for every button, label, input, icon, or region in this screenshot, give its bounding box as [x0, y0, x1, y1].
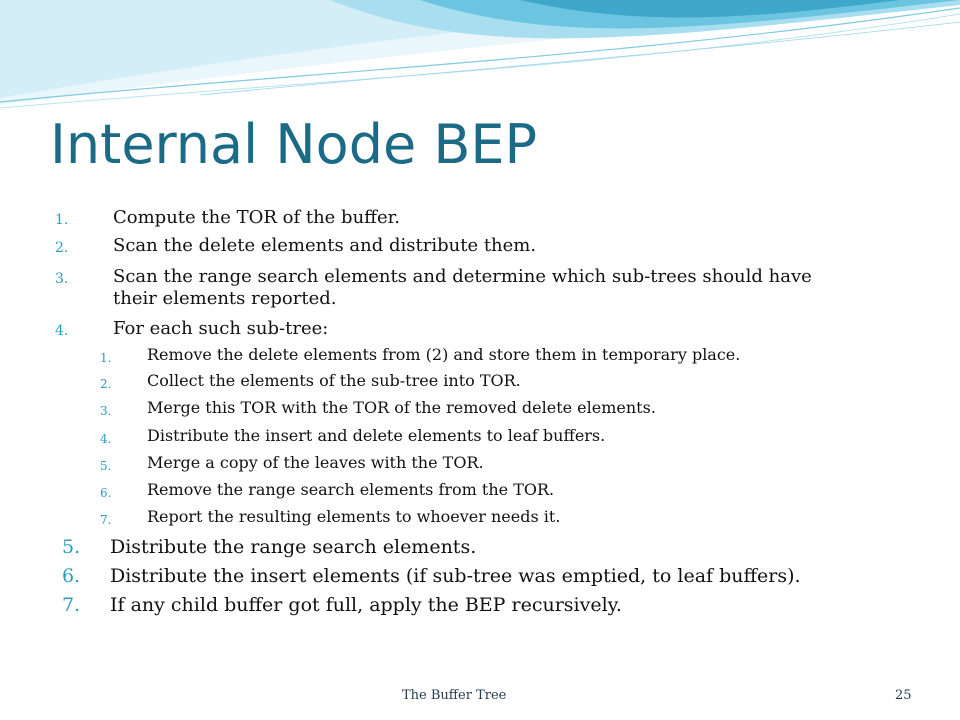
step-text: Distribute the range search elements.	[110, 536, 477, 558]
step-text-line-2: their elements reported.	[113, 288, 337, 309]
substep-text: Distribute the insert and delete elements to leaf buffers.	[147, 426, 606, 445]
substep-number: 6.	[100, 486, 112, 500]
substep-number: 3.	[100, 404, 112, 418]
step-text-line-1: Scan the range search elements and determine which sub-trees should have	[113, 266, 812, 287]
header-wave-decoration	[0, 0, 960, 120]
substep-text: Remove the range search elements from the TOR.	[147, 480, 555, 499]
step-text: Scan the delete elements and distribute them.	[113, 235, 537, 256]
substep-text: Remove the delete elements from (2) and store them in temporary place.	[147, 345, 741, 364]
substep-number: 5.	[100, 459, 112, 473]
slide-title: Internal Node BEP	[50, 113, 538, 176]
step-text: Distribute the insert elements (if sub-tree was emptied, to leaf buffers).	[110, 565, 801, 587]
substep-number: 2.	[100, 377, 112, 391]
step-number: 2.	[55, 240, 69, 256]
step-text: For each such sub-tree:	[113, 318, 329, 339]
step-number: 7.	[62, 594, 81, 616]
step-number: 1.	[55, 212, 69, 228]
footer-title: The Buffer Tree	[402, 688, 507, 703]
substep-number: 1.	[100, 351, 112, 365]
substep-number: 4.	[100, 432, 112, 446]
step-number: 6.	[62, 565, 81, 587]
substep-text: Collect the elements of the sub-tree into TOR.	[147, 371, 521, 390]
step-number: 4.	[55, 323, 69, 339]
step-number: 3.	[55, 271, 69, 287]
step-number: 5.	[62, 536, 81, 558]
substep-text: Report the resulting elements to whoever needs it.	[147, 507, 561, 526]
step-text: If any child buffer got full, apply the BEP recursively.	[110, 594, 622, 616]
substep-text: Merge this TOR with the TOR of the removed delete elements.	[147, 398, 656, 417]
substep-text: Merge a copy of the leaves with the TOR.	[147, 453, 484, 472]
substep-number: 7.	[100, 513, 112, 527]
step-text: Compute the TOR of the buffer.	[113, 207, 400, 228]
page-number: 25	[895, 688, 912, 703]
